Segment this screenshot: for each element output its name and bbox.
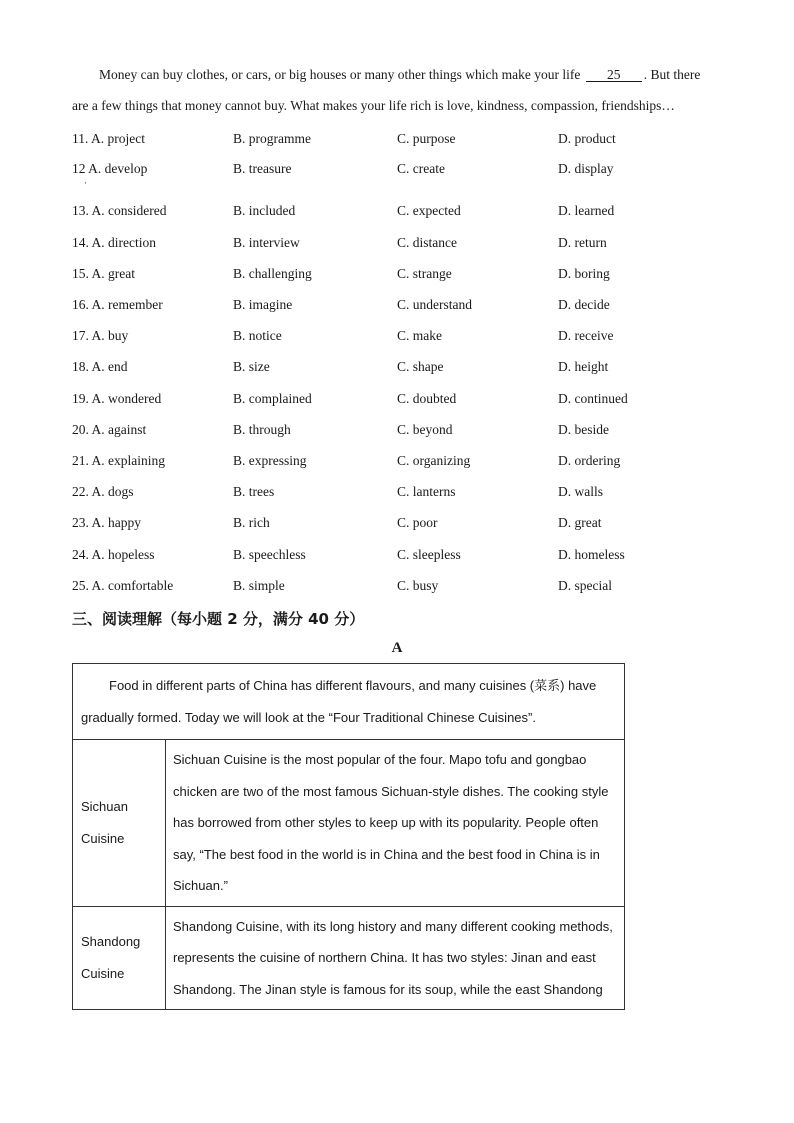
question-option-d: D. display [558, 161, 614, 176]
question-option-d: D. walls [558, 484, 603, 499]
question-option-b: B. included [233, 203, 296, 218]
question-option-c: C. create [397, 161, 445, 176]
question-option-a: 24. A. hopeless [72, 547, 155, 562]
question-option-b: B. challenging [233, 266, 312, 281]
question-option-d: D. receive [558, 328, 614, 343]
question-row [72, 297, 732, 317]
question-option-d: D. great [558, 515, 602, 530]
question-option-d: D. decide [558, 297, 610, 312]
question-option-b: B. speechless [233, 547, 306, 562]
question-option-a: 25. A. comfortable [72, 578, 174, 593]
question-option-a: 13. A. considered [72, 203, 167, 218]
question-row [72, 391, 732, 411]
question-option-d: D. product [558, 131, 616, 146]
question-option-d: D. ordering [558, 453, 621, 468]
passage-line-2: are a few things that money cannot buy. What makes your life rich is love, kindness, compassion, friendships… [72, 98, 675, 113]
question-option-b: B. rich [233, 515, 270, 530]
intro-text: Food in different parts of China has different flavours, and many cuisines (菜系) have gradually formed. Today we will look at the “Four Traditional Chinese Cuisines”. [81, 678, 597, 725]
cuisine-description: Sichuan Cuisine is the most popular of the four. Mapo tofu and gongbao chicken are two of the most famous Sichuan-style dishes. The cooking style has borrowed from other styles to keep up with its popularity. People often say, “The best food in the world is in China and the best food in China is in Sichuan.” [166, 740, 625, 907]
passage-text: Money can buy clothes, or cars, or big houses or many other things which make your life [99, 67, 581, 82]
question-row [72, 422, 732, 442]
question-option-a: 23. A. happy [72, 515, 141, 530]
question-option-b: B. simple [233, 578, 285, 593]
question-option-a: 15. A. great [72, 266, 135, 281]
question-option-c: C. understand [397, 297, 472, 312]
question-option-a: 21. A. explaining [72, 453, 165, 468]
question-row [72, 359, 732, 379]
question-option-a: 12 A. develop [72, 161, 148, 176]
question-option-d: D. homeless [558, 547, 625, 562]
question-option-a: 16. A. remember [72, 297, 163, 312]
question-option-d: D. beside [558, 422, 609, 437]
question-option-b: B. complained [233, 391, 312, 406]
question-option-c: C. shape [397, 359, 444, 374]
question-row [72, 131, 732, 151]
question-row [72, 161, 732, 181]
question-option-c: C. strange [397, 266, 452, 281]
question-row [72, 453, 732, 473]
question-option-c: C. distance [397, 235, 457, 250]
question-option-a: 20. A. against [72, 422, 147, 437]
question-option-b: B. interview [233, 235, 300, 250]
question-row [72, 266, 732, 286]
stray-mark: · [84, 178, 87, 188]
question-option-b: B. expressing [233, 453, 307, 468]
question-option-b: B. through [233, 422, 291, 437]
table-row [73, 664, 625, 740]
table-row [73, 740, 625, 907]
question-option-c: C. make [397, 328, 442, 343]
question-option-b: B. treasure [233, 161, 292, 176]
question-option-a: 17. A. buy [72, 328, 129, 343]
question-option-c: C. beyond [397, 422, 453, 437]
cuisine-name: Sichuan Cuisine [73, 740, 166, 907]
passage-label: A [391, 640, 403, 656]
question-option-d: D. boring [558, 266, 610, 281]
passage-line-1 [99, 67, 700, 83]
question-option-c: C. organizing [397, 453, 471, 468]
question-option-c: C. poor [397, 515, 438, 530]
question-option-d: D. height [558, 359, 609, 374]
question-row [72, 547, 732, 567]
question-option-c: C. lanterns [397, 484, 456, 499]
cuisine-description: Shandong Cuisine, with its long history and many different cooking methods, represents the cuisine of northern China. It has two styles: Jinan and east Shandong. The Jinan style is famous for its soup, while the east Shandong [166, 906, 625, 1010]
question-option-c: C. sleepless [397, 547, 461, 562]
passage-text: . But there [643, 67, 701, 82]
question-option-c: C. busy [397, 578, 439, 593]
question-row [72, 203, 732, 223]
question-option-a: 19. A. wondered [72, 391, 162, 406]
question-option-d: D. special [558, 578, 612, 593]
question-option-a: 11. A. project [72, 131, 145, 146]
question-option-d: D. return [558, 235, 607, 250]
table-row [73, 906, 625, 1010]
intro-cell [73, 664, 625, 740]
question-row [72, 328, 732, 348]
question-row [72, 235, 732, 255]
question-option-c: C. expected [397, 203, 461, 218]
question-option-c: C. purpose [397, 131, 456, 146]
question-option-d: D. learned [558, 203, 615, 218]
answer-blank: 25 [586, 69, 642, 82]
question-option-c: C. doubted [397, 391, 457, 406]
question-option-b: B. notice [233, 328, 282, 343]
section-heading: 三、阅读理解（每小题 2 分，满分 40 分） [72, 610, 365, 628]
question-option-b: B. trees [233, 484, 275, 499]
question-option-d: D. continued [558, 391, 628, 406]
question-option-a: 22. A. dogs [72, 484, 134, 499]
question-option-a: 14. A. direction [72, 235, 156, 250]
cuisine-name: Shandong Cuisine [73, 906, 166, 1010]
question-option-b: B. size [233, 359, 270, 374]
question-option-b: B. imagine [233, 297, 293, 312]
question-row [72, 515, 732, 535]
question-row [72, 578, 732, 598]
question-row [72, 484, 732, 504]
question-option-a: 18. A. end [72, 359, 128, 374]
question-option-b: B. programme [233, 131, 311, 146]
cuisine-table [72, 663, 625, 1010]
